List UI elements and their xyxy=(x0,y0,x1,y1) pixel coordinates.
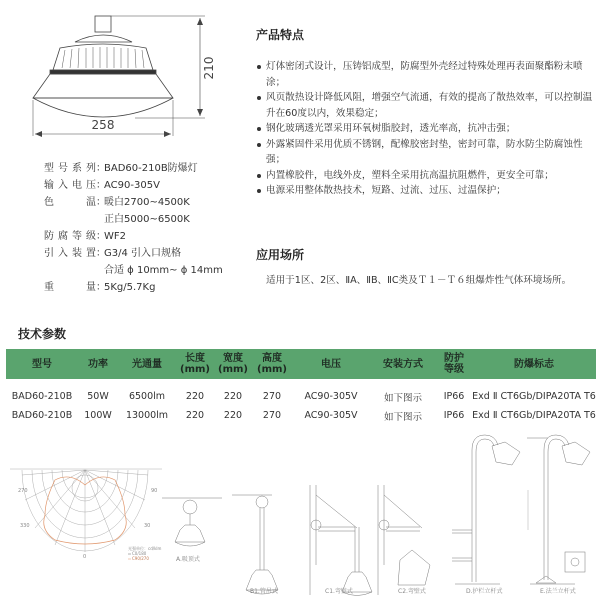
polar-legend-c90: C90/270 xyxy=(132,556,149,561)
table-header-row xyxy=(6,349,596,379)
col-header-protection: 防护 等级 xyxy=(436,349,472,379)
col-header-length: 长度 (mm) xyxy=(176,349,214,379)
mount-a-ceiling xyxy=(162,498,222,546)
mount-b1-pipe-pendant xyxy=(232,495,278,594)
polar-light-distribution-chart xyxy=(10,469,162,552)
lamp-heatsink xyxy=(53,44,153,70)
mount-e-flange-pole xyxy=(527,435,590,584)
lamp-body xyxy=(33,74,173,98)
features-title: 产品特点 xyxy=(256,28,305,42)
cell: 13000lm xyxy=(125,410,169,421)
spec-row xyxy=(44,177,244,194)
col-header-mounting: 安装方式 xyxy=(370,349,436,379)
spec-label: 输入电压 xyxy=(44,180,96,191)
height-dimension-label: 210 xyxy=(202,56,216,80)
cell: 270 xyxy=(262,410,282,421)
mount-c2-wall-bracket xyxy=(378,485,430,595)
polar-legend-unit: 光强单位：cd/klm xyxy=(128,546,162,551)
feature-item: 电源采用整体散热技术，短路、过流、过压、过温保护； xyxy=(256,183,596,199)
spec-colon: ： xyxy=(96,163,106,174)
cell: 100W xyxy=(84,410,112,421)
col-header-power: 功率 xyxy=(78,349,118,379)
col-header-width: 宽度 (mm) xyxy=(214,349,252,379)
caption-d-guardrail: D.护栏立杆式 xyxy=(466,588,503,595)
caption-e-flange: E.法兰立杆式 xyxy=(540,588,576,595)
spec-label: 色温 xyxy=(44,197,96,208)
cell: 270 xyxy=(262,391,282,402)
cell: 220 xyxy=(223,391,243,402)
spec-value: 合适 ϕ 10mm~ ϕ 14mm xyxy=(104,265,223,276)
applications-section xyxy=(256,246,596,289)
col-header-flux: 光通量 xyxy=(118,349,176,379)
spec-colon: ： xyxy=(96,248,106,259)
mount-c1-wall-bracket xyxy=(310,485,372,596)
table-row xyxy=(6,406,596,425)
spec-label: 重量 xyxy=(44,282,96,293)
cell: BAD60-210B xyxy=(11,391,73,402)
cell: BAD60-210B xyxy=(11,410,73,421)
applications-text: 适用于1区、2区、ⅡA、ⅡB、ⅡC类及Ｔ１－Ｔ６组爆炸性气体环境场所。 xyxy=(266,275,572,286)
spec-value: 暖白2700~4500K xyxy=(104,197,190,208)
cell: Exd Ⅱ CT6Gb/DIPA20TA T6 xyxy=(472,410,596,421)
spec-value: WF2 xyxy=(104,231,127,242)
lamp-cable-gland xyxy=(95,16,111,32)
cell: 如下图示 xyxy=(383,411,422,423)
installation-diagrams xyxy=(0,430,600,600)
spec-row xyxy=(44,245,244,262)
width-dimension-label: 258 xyxy=(91,118,115,132)
spec-row xyxy=(44,228,244,245)
applications-title: 应用场所 xyxy=(256,248,305,262)
spec-list xyxy=(44,160,244,296)
features-list xyxy=(256,59,596,199)
spec-value: 5Kg/5.7Kg xyxy=(104,282,156,293)
feature-item: 灯体密闭式设计，压铸铝成型，防腐型外壳经过特殊处理再表面聚酯粉末喷涂； xyxy=(256,59,596,90)
col-header-ex-mark: 防爆标志 xyxy=(472,349,596,379)
polar-label-30: 30 xyxy=(144,523,151,529)
caption-c2-wall: C2.弯壁式 xyxy=(398,588,426,595)
tech-params-table xyxy=(6,349,596,425)
spec-colon: ： xyxy=(96,180,106,191)
caption-c1-wall: C1.弯壁式 xyxy=(325,588,353,595)
spec-label: 防腐等级 xyxy=(44,231,96,242)
polar-label-0: 0 xyxy=(83,554,87,560)
feature-item: 钢化玻璃透光罩采用环氧树脂胶封，透光率高，抗冲击强； xyxy=(256,121,596,137)
polar-label-90: 90 xyxy=(151,488,158,494)
cell: 220 xyxy=(185,410,205,421)
cell: 50W xyxy=(87,391,109,402)
spec-colon: ： xyxy=(96,231,106,242)
spec-label: 型号系列 xyxy=(44,163,96,174)
spec-row xyxy=(44,194,244,211)
lamp-dimension-drawing xyxy=(20,8,230,138)
product-features xyxy=(256,26,596,199)
spec-row xyxy=(44,211,244,228)
cell: AC90-305V xyxy=(304,391,358,402)
caption-b1-pipe-pendant: B1.管吊式 xyxy=(250,588,278,595)
cell: Exd Ⅱ CT6Gb/DIPA20TA T6 xyxy=(472,391,596,402)
spec-value: 正白5000~6500K xyxy=(104,214,190,225)
spec-row xyxy=(44,160,244,177)
cell: IP66 xyxy=(443,410,465,421)
polar-label-270: 270 xyxy=(18,488,28,494)
mount-d-guardrail-pole xyxy=(452,435,520,584)
spec-value: G3/4 引入口规格 xyxy=(104,248,182,259)
table-row xyxy=(6,387,596,406)
spec-row xyxy=(44,279,244,296)
cell: 220 xyxy=(223,410,243,421)
col-header-height: 高度 (mm) xyxy=(252,349,292,379)
polar-legend-c0: C0/180 xyxy=(132,551,147,556)
col-header-voltage: 电压 xyxy=(292,349,370,379)
tech-params-title: 技术参数 xyxy=(18,327,67,341)
spec-value: BAD60-210B防爆灯 xyxy=(104,163,198,174)
spec-label: 引入装置 xyxy=(44,248,96,259)
cell: 6500lm xyxy=(128,391,166,402)
col-header-model: 型号 xyxy=(6,349,78,379)
lamp-top-cap xyxy=(75,35,132,42)
spec-row xyxy=(44,262,244,279)
diagrams-svg xyxy=(0,430,600,600)
cell: IP66 xyxy=(443,391,465,402)
caption-a-ceiling: A.吸顶式 xyxy=(176,556,200,563)
spec-colon: ： xyxy=(96,282,106,293)
spec-colon: ： xyxy=(96,197,106,208)
cell: AC90-305V xyxy=(304,410,358,421)
polar-label-330: 330 xyxy=(20,523,30,529)
feature-item: 风页散热设计降低风阻，增强空气流通，有效的提高了散热效率，可以控制温升在60度以内，效果稳定； xyxy=(256,90,596,121)
lamp-rim xyxy=(50,70,156,74)
feature-item: 内置橡胶件，电线外皮，塑料全采用抗高温抗阻燃件，更安全可靠； xyxy=(256,168,596,184)
cell: 220 xyxy=(185,391,205,402)
lamp-glass-cover xyxy=(33,98,173,117)
cell: 如下图示 xyxy=(383,392,422,404)
feature-item: 外露紧固件采用优质不锈钢，配橡胶密封垫，密封可靠，防水防尘防腐蚀性强； xyxy=(256,137,596,168)
spec-value: AC90-305V xyxy=(104,180,160,191)
